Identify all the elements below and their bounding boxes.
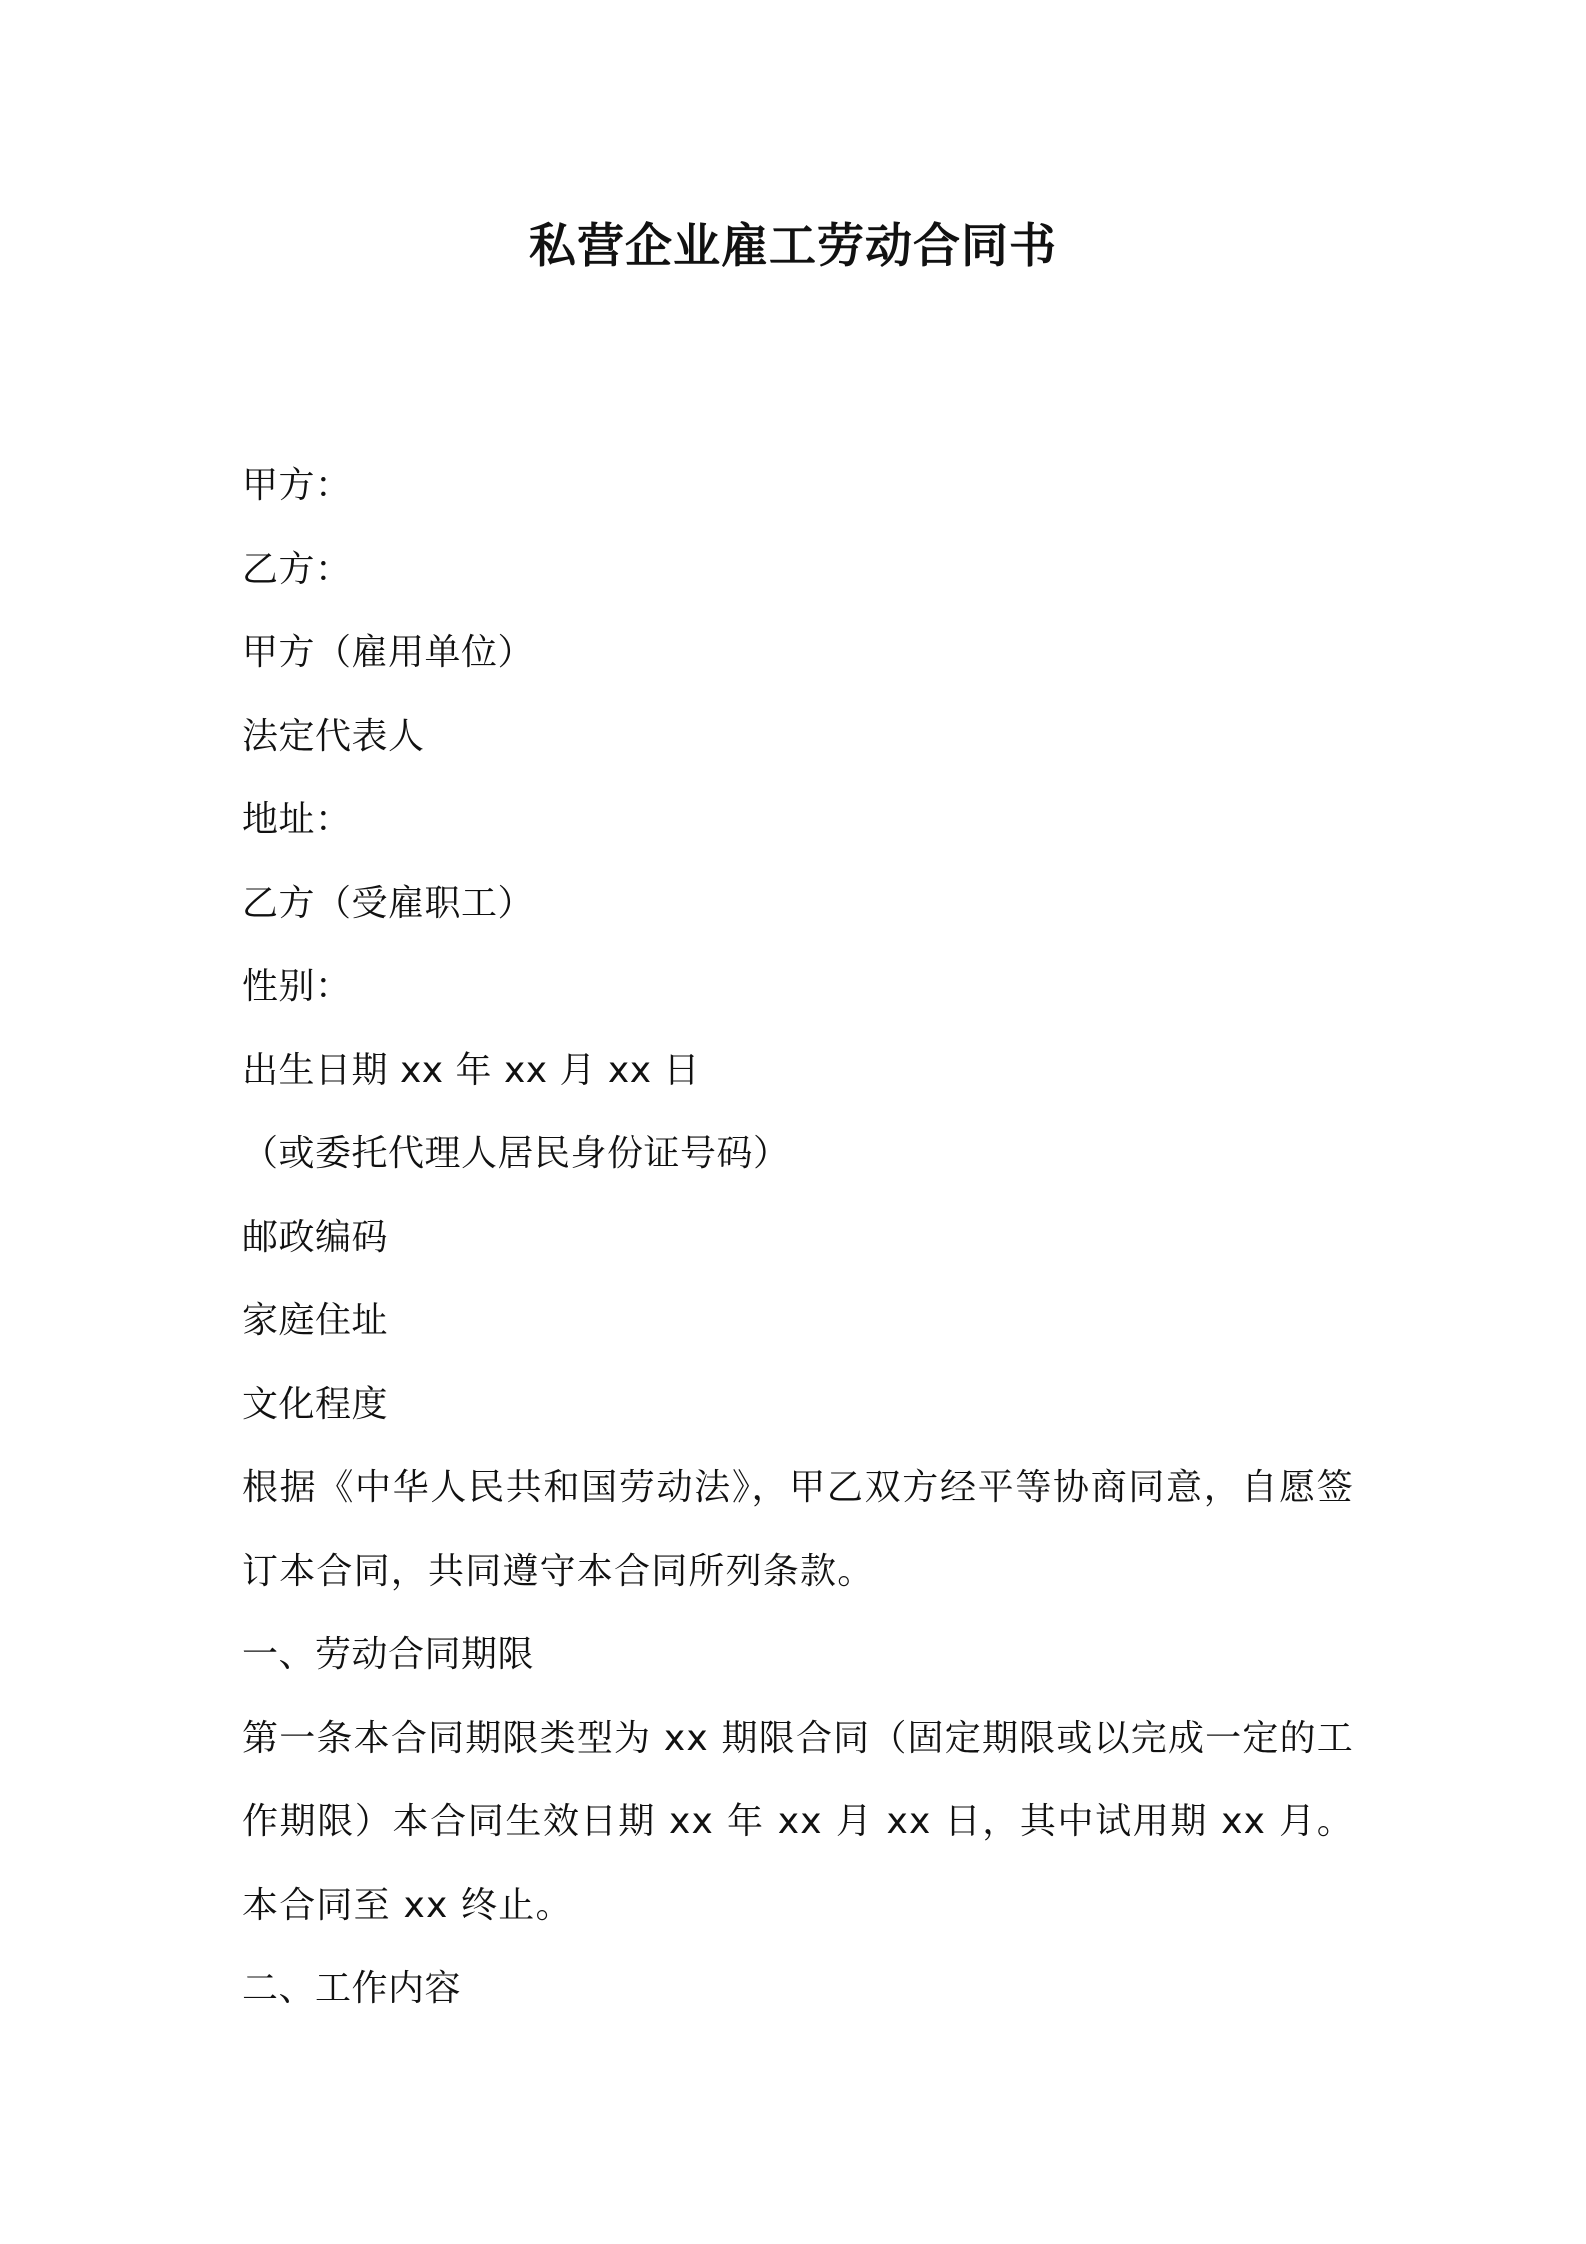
employer-line: 甲方（雇用单位） (242, 632, 535, 673)
document-body (242, 444, 1354, 2031)
gender-line: 性别： (242, 966, 352, 1007)
document-title: 私营企业雇工劳动合同书 (529, 219, 1057, 274)
section-2-heading: 二、工作内容 (242, 1968, 462, 2009)
party-a-line: 甲方： (242, 465, 352, 506)
id-number-line: （或委托代理人居民身份证号码） (242, 1133, 790, 1174)
party-b-line: 乙方： (242, 548, 352, 590)
home-address-line: 家庭住址 (242, 1300, 389, 1341)
article-1-paragraph: 第一条本合同期限类型为 xx 期限合同（固定期限或以完成一定的工作期限）本合同生效日期 xx 年 xx 月 xx 日，其中试用期 xx 月。本合同至 xx 终止。 (242, 1717, 1354, 1926)
legal-representative-line: 法定代表人 (242, 715, 425, 757)
preamble-paragraph: 根据《中华人民共和国劳动法》，甲乙双方经平等协商同意，自愿签订本合同，共同遵守本合同所列条款。 (242, 1467, 1354, 1592)
address-line: 地址： (242, 799, 352, 840)
postal-code-line: 邮政编码 (242, 1216, 389, 1258)
birth-date-line: 出生日期 xx 年 xx 月 xx 日 (242, 1049, 700, 1091)
section-1-heading: 一、劳动合同期限 (242, 1634, 535, 1675)
employee-line: 乙方（受雇职工） (242, 882, 535, 924)
education-line: 文化程度 (242, 1383, 389, 1425)
